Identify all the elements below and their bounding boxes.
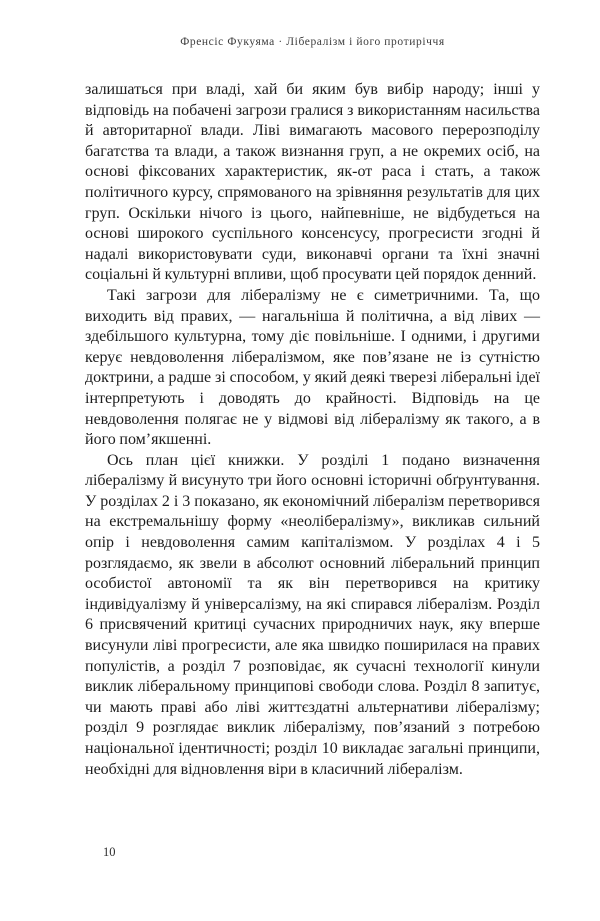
paragraph-continuation: залишаться при владі, хай би яким був вибір народу; інші у відповідь на побачені загрози гралися з використанням насильства й авторитарної влади. Ліві вимагають масового перерозподілу багатства та влади, а також визнання груп, а не окремих осіб, на основі фіксованих характеристик, як-от раса і стать, а також політичного курсу, спрямованого на зрівняння результатів для цих груп. Оскільки нічого із цього, найпевніше, не відбудеться на основі широкого суспільного консенсусу, прогресисти згодні й надалі використовувати суди, виконавчі органи та їхні значні соціальні й культурні впливи, щоб просувати цей порядок денний. xyxy=(85,81,540,284)
body-text xyxy=(85,80,540,780)
paragraph-threat-symmetry: Такі загрози для лібералізму не є симетричними. Та, що виходить від правих, — нагальніша й політична, а від лівих — здебільшого культурна, тому діє повільніше. І одними, і другими керує невдоволення лібералізмом, яке пов’язане не із сутністю доктрини, а радше зі способом, у який деякі тверезі ліберальні ідеї інтерпретують і доводять до крайності. Відповідь на це невдоволення полягає не у відмові від лібералізму як такого, а в його пом’якшенні. xyxy=(85,286,540,449)
page-number: 10 xyxy=(103,845,116,859)
paragraph-book-plan: Ось план цієї книжки. У розділі 1 подано визначення лібералізму й висунуто три його основні історичні обґрунтування. У розділах 2 і 3 показано, як економічний лібералізм перетворився на екстремальнішу форму «неолібералізму», викликав сильний опір і невдоволення самим капіталізмом. У розділах 4 і 5 розглядаємо, як звели в абсолют основний ліберальний принцип особистої автономії та як він перетворився на критику індивідуалізму й універсалізму, на які спирався лібералізм. Розділ 6 присвячений критиці сучасних природничих наук, яку вперше висунули ліві прогресисти, але яка швидко поширилася на правих популістів, а розділ 7 розповідає, як сучасні технології кинули виклик ліберальному принципові свободи слова. Розділ 8 запитує, чи мають праві або ліві життєздатні альтернативи лібералізму; розділ 9 розглядає виклик лібералізму, пов’язаний з потребою національної ідентичності; розділ 10 викладає загальні принципи, необхідні для відновлення віри в класичний лібералізм. xyxy=(85,451,540,778)
running-head: Френсіс Фукуяма · Лібералізм і його протиріччя xyxy=(180,36,445,48)
